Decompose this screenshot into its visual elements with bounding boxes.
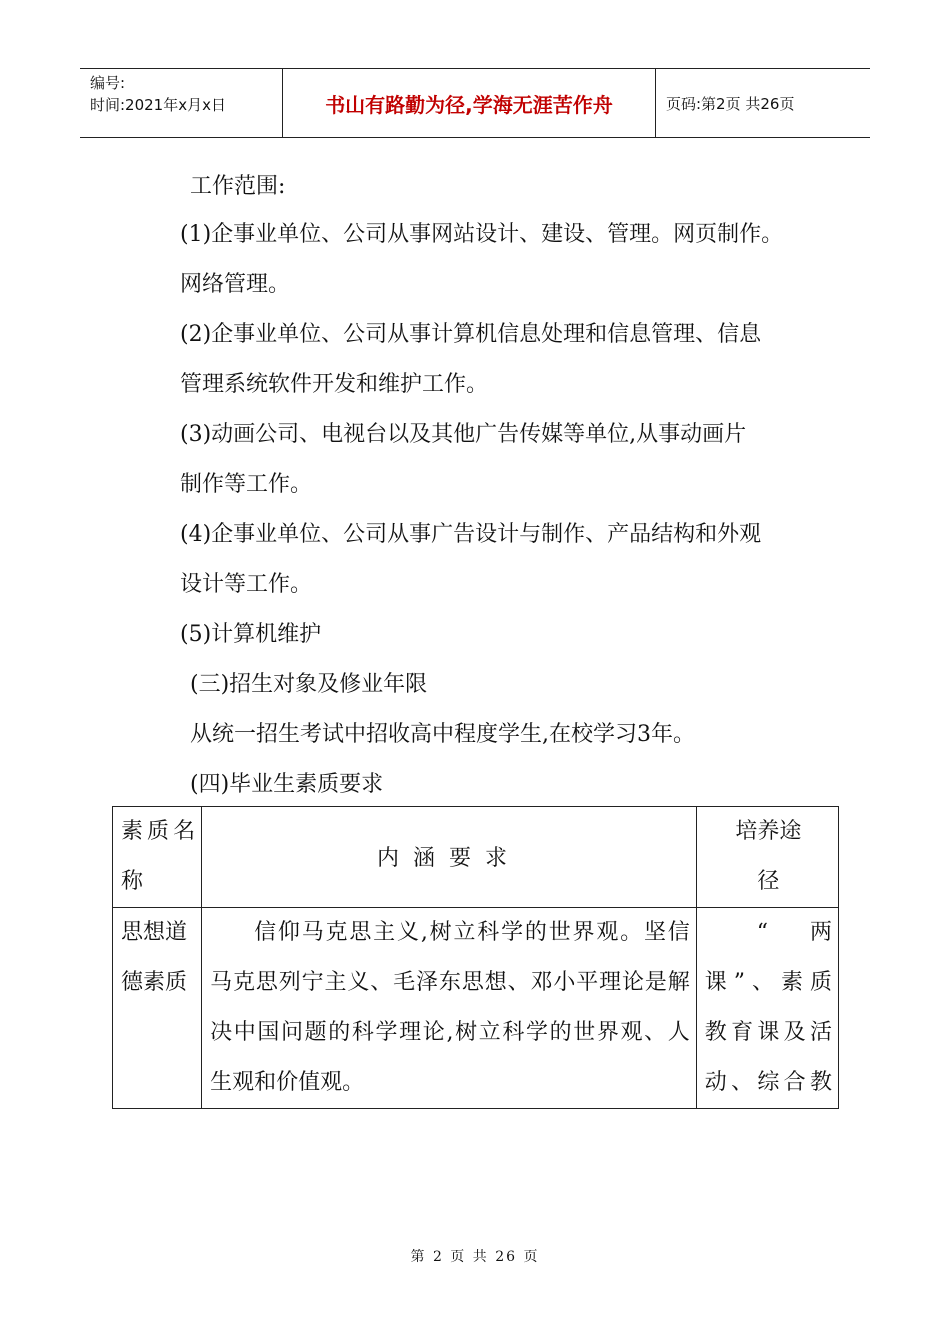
- row-path-line4: 动、综合教: [704, 1070, 832, 1095]
- row-content-line4: 生观和价值观。: [210, 1070, 365, 1095]
- item3-line1: (3)动画公司、电视台以及其他广告传媒等单位,从事动画片: [180, 422, 747, 447]
- table-header-row: [113, 807, 839, 908]
- row-content-line2: 马克思列宁主义、毛泽东思想、邓小平理论是解: [210, 970, 690, 995]
- row-name-cell: [113, 908, 202, 1109]
- item3-line2: 制作等工作。: [180, 472, 313, 497]
- document-header: [80, 68, 870, 138]
- scope-title: 工作范围:: [190, 174, 286, 199]
- row-content-line1: 信仰马克思主义,树立科学的世界观。坚信: [254, 920, 690, 945]
- section3-text: 从统一招生考试中招收高中程度学生,在校学习3年。: [190, 722, 695, 747]
- item2-line1: (2)企事业单位、公司从事计算机信息处理和信息管理、信息: [180, 322, 762, 347]
- header-name-line2: 称: [121, 869, 144, 894]
- item4-line2: 设计等工作。: [180, 572, 313, 597]
- section3-title: (三)招生对象及修业年限: [190, 672, 428, 697]
- number-label: 编号:: [90, 74, 126, 92]
- header-content: 内涵要求: [376, 846, 521, 871]
- header-page-info: 页码:第2页 共26页: [666, 94, 795, 113]
- quality-requirements-table: [112, 806, 839, 1109]
- row-name-line2: 德素质: [121, 970, 188, 995]
- header-path-line2: 径: [757, 869, 780, 894]
- row-path-line2: 课”、素质: [704, 970, 832, 995]
- item5: (5)计算机维护: [180, 622, 322, 647]
- row-path-cell: [696, 908, 838, 1109]
- table-row: [113, 908, 839, 1109]
- item1-line2: 网络管理。: [180, 272, 291, 297]
- page-footer: 第 2 页 共 26 页: [410, 1249, 540, 1265]
- row-name-line1: 思想道: [121, 920, 188, 945]
- item4-line1: (4)企事业单位、公司从事广告设计与制作、产品结构和外观: [180, 522, 762, 547]
- row-path-line1: “ 两: [756, 920, 832, 945]
- header-name-cell: [113, 807, 202, 908]
- row-path-line3: 教育课及活: [704, 1020, 832, 1045]
- item2-line2: 管理系统软件开发和维护工作。: [180, 372, 489, 397]
- header-path-line1: 培养途: [735, 819, 802, 844]
- header-name-line1: 素质名: [121, 819, 196, 844]
- header-motto: 书山有路勤为径,学海无涯苦作舟: [282, 69, 656, 137]
- section4-title: (四)毕业生素质要求: [190, 772, 384, 797]
- header-content-cell: [202, 807, 697, 908]
- time-label: 时间:2021年x月x日: [90, 96, 226, 114]
- row-content-cell: [202, 908, 697, 1109]
- item1-line1: (1)企事业单位、公司从事网站设计、建设、管理。网页制作。: [180, 222, 784, 247]
- header-path-cell: [696, 807, 838, 908]
- row-content-line3: 决中国问题的科学理论,树立科学的世界观、人: [210, 1020, 690, 1045]
- header-meta: [80, 69, 282, 137]
